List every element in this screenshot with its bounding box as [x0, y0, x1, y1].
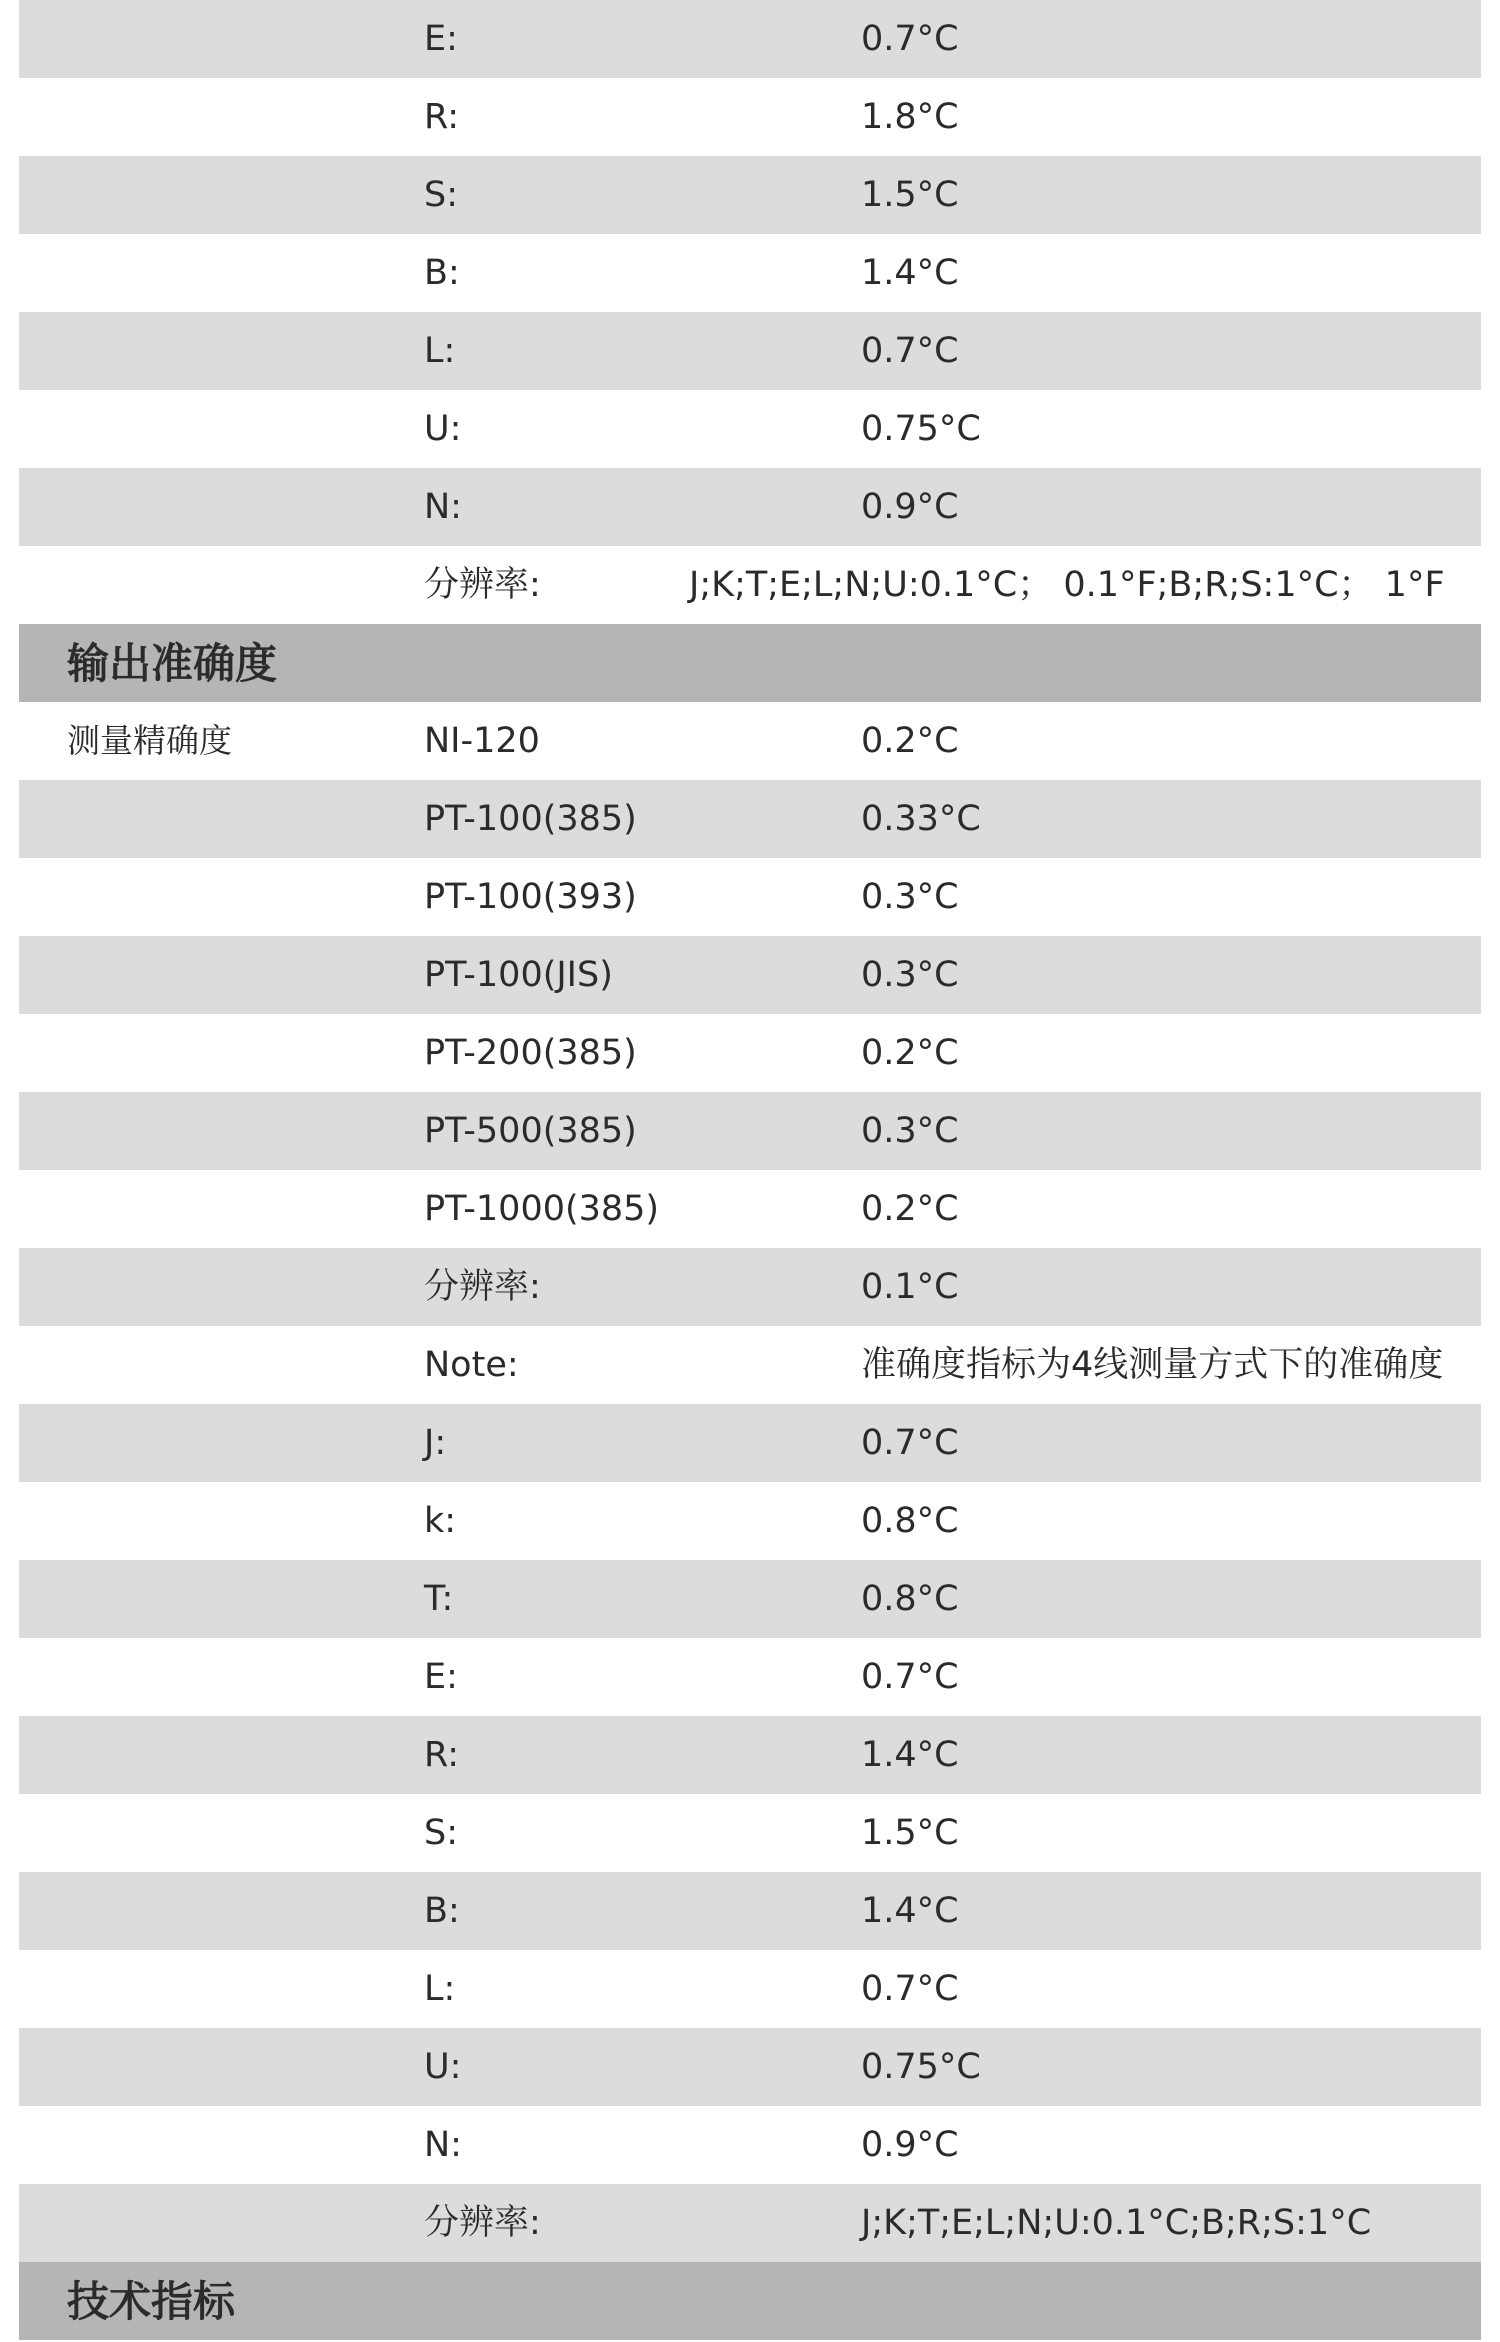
spec-value: 0.7°C	[861, 331, 959, 371]
spec-label: E:	[424, 19, 458, 59]
spec-row	[19, 858, 1481, 936]
spec-value: 1.4°C	[861, 253, 959, 293]
spec-label: T:	[424, 1579, 454, 1619]
spec-row	[19, 1560, 1481, 1638]
spec-row	[19, 702, 1481, 780]
spec-label: E:	[424, 1657, 458, 1697]
spec-row	[19, 1248, 1481, 1326]
spec-label: 分辨率:	[424, 565, 541, 605]
spec-row	[19, 1716, 1481, 1794]
spec-label: Note:	[424, 1345, 519, 1385]
spec-row	[19, 1404, 1481, 1482]
spec-value: 0.3°C	[861, 877, 959, 917]
spec-value: 0.2°C	[861, 1189, 959, 1229]
spec-row	[19, 156, 1481, 234]
spec-row	[19, 390, 1481, 468]
spec-row	[19, 468, 1481, 546]
section-heading	[19, 624, 1481, 702]
spec-label: N:	[424, 487, 462, 527]
spec-row	[19, 1092, 1481, 1170]
spec-label: k:	[424, 1501, 457, 1541]
spec-label: U:	[424, 409, 462, 449]
spec-value: 0.9°C	[861, 2125, 959, 2165]
spec-value: 0.33°C	[861, 799, 981, 839]
spec-value: 0.75°C	[861, 409, 981, 449]
spec-label: N:	[424, 2125, 462, 2165]
spec-row	[19, 2028, 1481, 2106]
spec-value: 1.4°C	[861, 1891, 959, 1931]
spec-value: 1.4°C	[861, 1735, 959, 1775]
spec-value: 0.8°C	[861, 1501, 959, 1541]
spec-label: PT-500(385)	[424, 1111, 637, 1151]
spec-value: 0.7°C	[861, 1969, 959, 2009]
spec-value: 0.3°C	[861, 1111, 959, 1151]
spec-label: PT-1000(385)	[424, 1189, 660, 1229]
spec-row	[19, 546, 1481, 624]
spec-row	[19, 1638, 1481, 1716]
spec-value: 0.7°C	[861, 1423, 959, 1463]
section-title: 输出准确度	[67, 639, 278, 688]
spec-row	[19, 2184, 1481, 2262]
spec-table	[19, 0, 1481, 2340]
spec-label: 分辨率:	[424, 2203, 541, 2243]
spec-row	[19, 2106, 1481, 2184]
spec-row	[19, 780, 1481, 858]
section-heading	[19, 2262, 1481, 2340]
spec-row	[19, 234, 1481, 312]
spec-label: R:	[424, 1735, 460, 1775]
spec-label: L:	[424, 331, 456, 371]
spec-label: U:	[424, 2047, 462, 2087]
spec-label: PT-100(JIS)	[424, 955, 613, 995]
spec-value: 0.2°C	[861, 721, 959, 761]
spec-row	[19, 1872, 1481, 1950]
spec-label: PT-200(385)	[424, 1033, 637, 1073]
spec-value: 0.75°C	[861, 2047, 981, 2087]
spec-row	[19, 1014, 1481, 1092]
spec-group-label: 测量精确度	[67, 721, 232, 760]
spec-value: 准确度指标为4线测量方式下的准确度	[861, 1345, 1444, 1385]
spec-value: 0.9°C	[861, 487, 959, 527]
spec-value: 0.3°C	[861, 955, 959, 995]
spec-value: 0.7°C	[861, 1657, 959, 1697]
spec-value: J;K;T;E;L;N;U:0.1°C;B;R;S:1°C	[861, 2203, 1372, 2243]
spec-label: L:	[424, 1969, 456, 2009]
spec-label: B:	[424, 1891, 460, 1931]
spec-row	[19, 1950, 1481, 2028]
spec-row	[19, 1482, 1481, 1560]
spec-value: 1.8°C	[861, 97, 959, 137]
spec-row	[19, 0, 1481, 78]
spec-label: NI-120	[424, 721, 540, 761]
spec-value: J;K;T;E;L;N;U:0.1°C； 0.1°F;B;R;S:1°C； 1°F	[689, 565, 1445, 605]
spec-value: 1.5°C	[861, 175, 959, 215]
spec-row	[19, 1326, 1481, 1404]
spec-value: 0.2°C	[861, 1033, 959, 1073]
spec-row	[19, 312, 1481, 390]
spec-value: 1.5°C	[861, 1813, 959, 1853]
spec-label: B:	[424, 253, 460, 293]
spec-label: S:	[424, 1813, 459, 1853]
spec-label: PT-100(393)	[424, 877, 637, 917]
spec-label: S:	[424, 175, 459, 215]
spec-label: R:	[424, 97, 460, 137]
spec-row	[19, 1794, 1481, 1872]
spec-label: J:	[424, 1423, 447, 1463]
spec-row	[19, 936, 1481, 1014]
spec-label: PT-100(385)	[424, 799, 637, 839]
spec-value: 0.1°C	[861, 1267, 959, 1307]
spec-value: 0.8°C	[861, 1579, 959, 1619]
spec-row	[19, 1170, 1481, 1248]
spec-value: 0.7°C	[861, 19, 959, 59]
spec-label: 分辨率:	[424, 1267, 541, 1307]
section-title: 技术指标	[67, 2277, 236, 2326]
spec-row	[19, 78, 1481, 156]
